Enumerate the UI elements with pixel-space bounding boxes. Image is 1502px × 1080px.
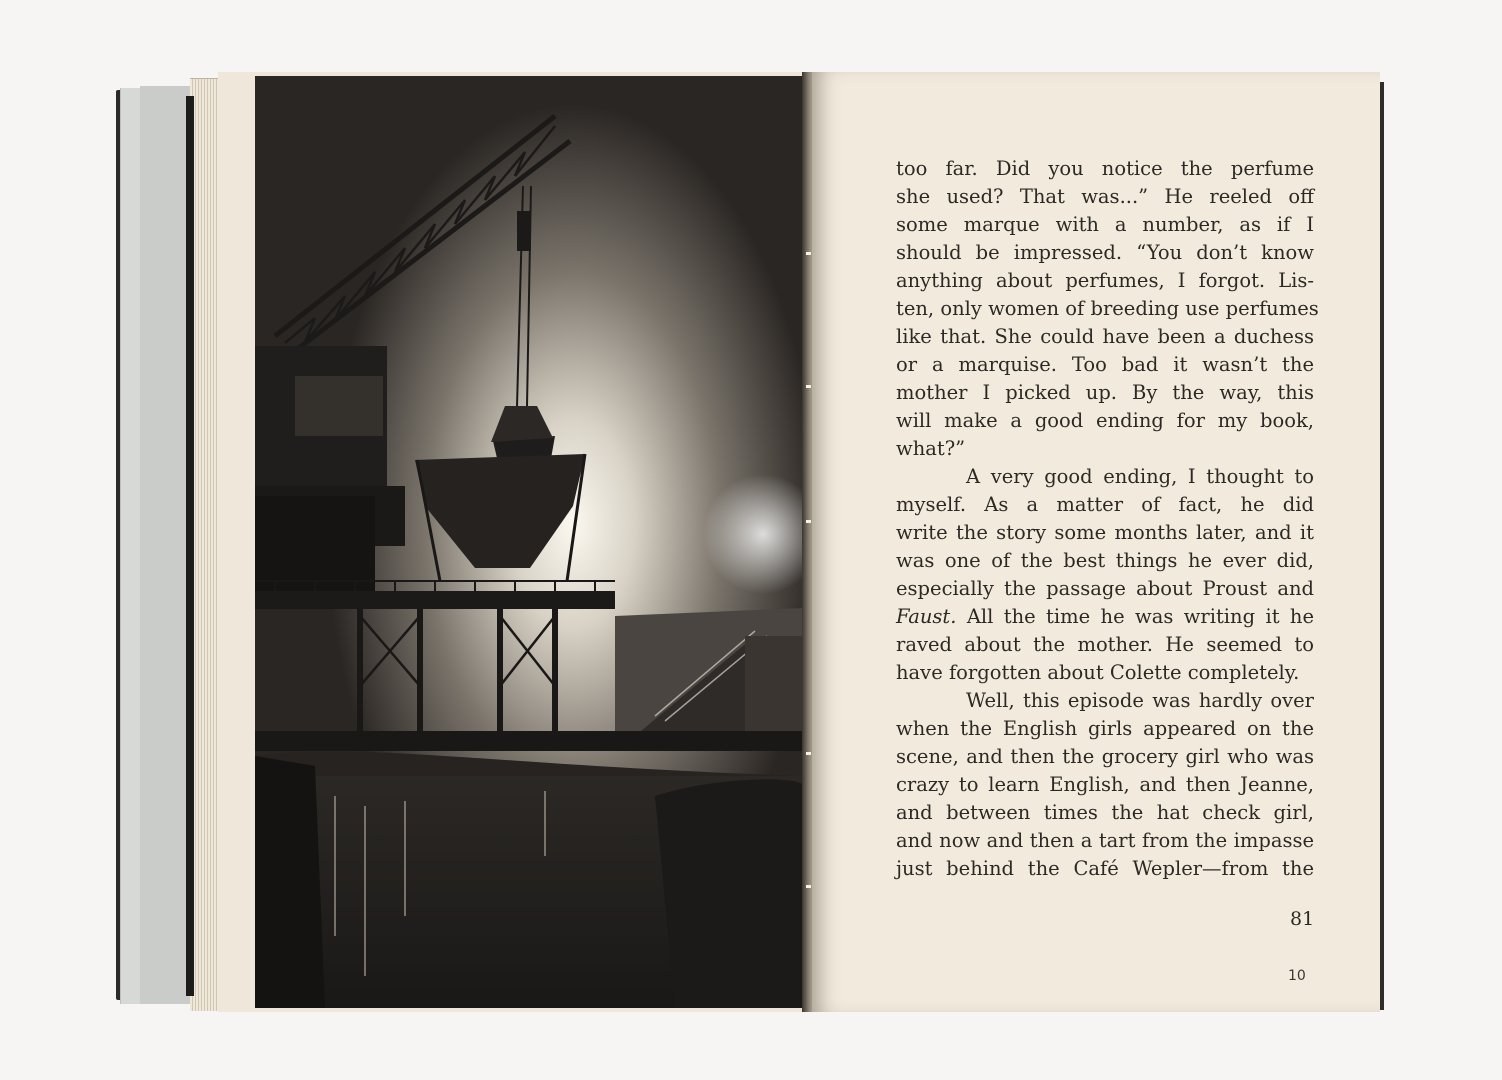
binding-stitch — [806, 252, 811, 255]
binding-stitch — [806, 752, 811, 755]
text-line: and between times the hat check girl, — [896, 801, 1314, 824]
text-line: scene, and then the grocery girl who was — [896, 745, 1314, 768]
text-line: anything about perfumes, I forgot. Lis- — [896, 269, 1314, 292]
text-line: ten, only women of breeding use perfumes — [896, 297, 1319, 320]
text-line: raved about the mother. He seemed to — [896, 633, 1314, 656]
text-line: Faust. All the time he was writing it he — [896, 605, 1314, 628]
text-line: especially the passage about Proust and — [896, 577, 1314, 600]
harbor-crane-photograph — [255, 76, 803, 1008]
text-line: have forgotten about Colette completely. — [896, 661, 1300, 684]
text-line: what?” — [896, 437, 966, 460]
page-stack-edge — [186, 96, 194, 996]
page-text — [896, 155, 1319, 883]
binding-stitch — [806, 885, 811, 888]
text-line: when the English girls appeared on the — [896, 717, 1314, 740]
binding-stitch — [806, 520, 811, 523]
italic-word: Faust. — [896, 605, 957, 628]
text-line: A very good ending, I thought to — [966, 465, 1314, 488]
text-line: Well, this episode was hardly over — [966, 689, 1314, 712]
text-line: some marque with a number, as if I — [896, 213, 1314, 236]
pencil-mark: 10 — [1288, 968, 1306, 984]
text-line: and now and then a tart from the impasse — [896, 829, 1314, 852]
page-number: 81 — [1290, 908, 1315, 930]
text-line: or a marquise. Too bad it wasn’t the — [896, 353, 1314, 376]
text-line: myself. As a matter of fact, he did — [896, 493, 1314, 516]
text-line: was one of the best things he ever did, — [896, 549, 1314, 572]
text-line: will make a good ending for my book, — [896, 409, 1314, 432]
text-line: write the story some months later, and it — [896, 521, 1314, 544]
binding-stitch — [806, 385, 811, 388]
text-line: she used? That was...” He reeled off — [896, 185, 1314, 208]
text-line: just behind the Café Wepler—from the — [896, 857, 1314, 880]
text-line: should be impressed. “You don’t know — [896, 241, 1314, 264]
text-line: mother I picked up. By the way, this — [896, 381, 1314, 404]
text-line: crazy to learn English, and then Jeanne, — [896, 773, 1314, 796]
text-line: too far. Did you notice the perfume — [896, 157, 1314, 180]
text-line: like that. She could have been a duchess — [896, 325, 1314, 348]
